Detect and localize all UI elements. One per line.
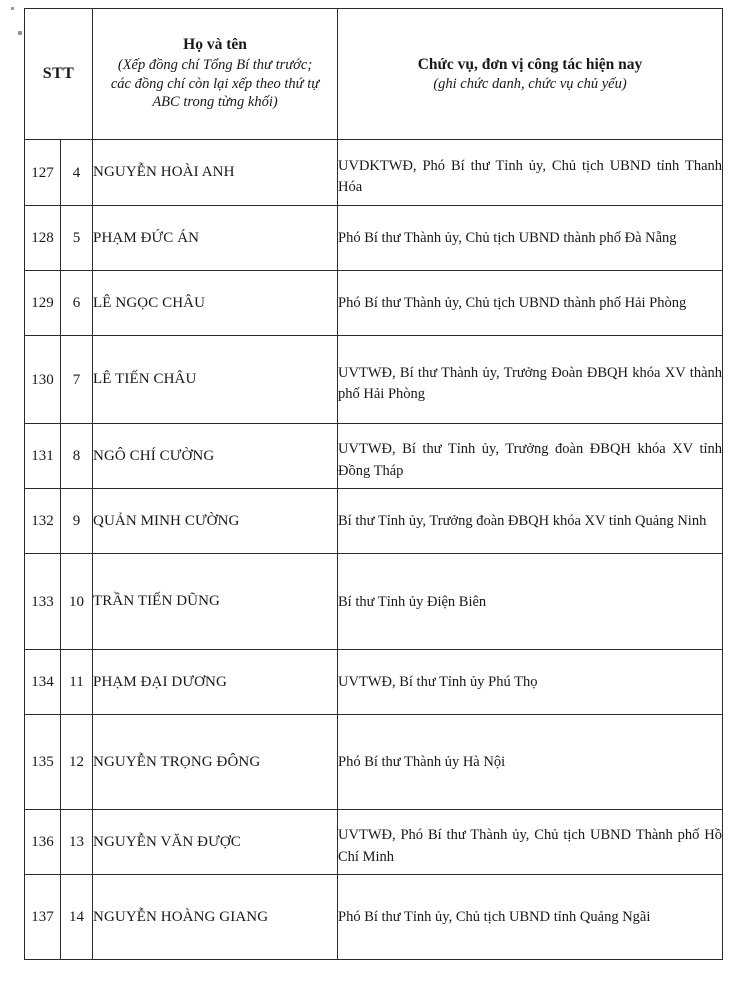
cell-stt: 131 <box>25 424 61 489</box>
cell-full-name: NGUYỄN TRỌNG ĐÔNG <box>93 715 338 810</box>
table-row <box>25 336 723 424</box>
cell-sub-index: 13 <box>61 810 93 875</box>
column-header-name-note-line3: ABC trong từng khối) <box>152 94 278 111</box>
table-row <box>25 489 723 554</box>
column-header-stt: STT <box>25 9 93 140</box>
cell-sub-index: 5 <box>61 206 93 271</box>
cell-sub-index: 12 <box>61 715 93 810</box>
cell-sub-index: 7 <box>61 336 93 424</box>
cell-full-name: LÊ NGỌC CHÂU <box>93 271 338 336</box>
cell-sub-index: 14 <box>61 875 93 960</box>
table-row <box>25 715 723 810</box>
cell-sub-index: 4 <box>61 140 93 206</box>
cell-position: Phó Bí thư Thành ủy Hà Nội <box>338 715 723 810</box>
cell-full-name: NGÔ CHÍ CƯỜNG <box>93 424 338 489</box>
cell-sub-index: 9 <box>61 489 93 554</box>
column-header-name-title: Họ và tên <box>183 35 247 53</box>
cell-stt: 134 <box>25 650 61 715</box>
personnel-roster-table <box>24 8 723 960</box>
cell-stt: 132 <box>25 489 61 554</box>
column-header-role-note: (ghi chức danh, chức vụ chủ yếu) <box>433 75 627 92</box>
cell-full-name: TRẦN TIẾN DŨNG <box>93 554 338 650</box>
cell-full-name: PHẠM ĐỨC ÁN <box>93 206 338 271</box>
cell-position: UVDKTWĐ, Phó Bí thư Tỉnh ủy, Chủ tịch UBND tỉnh Thanh Hóa <box>338 140 723 206</box>
column-header-name-note-line1: (Xếp đồng chí Tổng Bí thư trước; <box>117 56 313 73</box>
cell-position: Phó Bí thư Tỉnh ủy, Chủ tịch UBND tỉnh Quảng Ngãi <box>338 875 723 960</box>
cell-position: UVTWĐ, Bí thư Tỉnh ủy, Trưởng đoàn ĐBQH khóa XV tỉnh Đồng Tháp <box>338 424 723 489</box>
column-header-name <box>93 9 338 140</box>
cell-sub-index: 8 <box>61 424 93 489</box>
table-row <box>25 271 723 336</box>
scan-artifact-dot <box>18 31 22 35</box>
cell-position: Bí thư Tỉnh ủy Điện Biên <box>338 554 723 650</box>
scan-artifact-dot <box>11 7 14 10</box>
cell-stt: 130 <box>25 336 61 424</box>
cell-position: Phó Bí thư Thành ủy, Chủ tịch UBND thành phố Hải Phòng <box>338 271 723 336</box>
cell-full-name: NGUYỄN VĂN ĐƯỢC <box>93 810 338 875</box>
cell-stt: 137 <box>25 875 61 960</box>
cell-position: UVTWĐ, Bí thư Tỉnh ủy Phú Thọ <box>338 650 723 715</box>
table-row <box>25 206 723 271</box>
cell-position: Phó Bí thư Thành ủy, Chủ tịch UBND thành phố Đà Nẵng <box>338 206 723 271</box>
column-header-name-note-line2: các đồng chí còn lại xếp theo thứ tự <box>110 75 320 92</box>
cell-sub-index: 6 <box>61 271 93 336</box>
column-header-role <box>338 9 723 140</box>
cell-stt: 127 <box>25 140 61 206</box>
cell-full-name: NGUYỄN HOÀNG GIANG <box>93 875 338 960</box>
cell-stt: 128 <box>25 206 61 271</box>
cell-full-name: QUẢN MINH CƯỜNG <box>93 489 338 554</box>
table-row <box>25 424 723 489</box>
table-row <box>25 650 723 715</box>
table-row <box>25 810 723 875</box>
cell-full-name: PHẠM ĐẠI DƯƠNG <box>93 650 338 715</box>
cell-position: UVTWĐ, Phó Bí thư Thành ủy, Chủ tịch UBND Thành phố Hồ Chí Minh <box>338 810 723 875</box>
table-body <box>25 140 723 960</box>
cell-sub-index: 10 <box>61 554 93 650</box>
cell-stt: 129 <box>25 271 61 336</box>
cell-stt: 136 <box>25 810 61 875</box>
cell-full-name: LÊ TIẾN CHÂU <box>93 336 338 424</box>
table-header <box>25 9 723 140</box>
cell-stt: 133 <box>25 554 61 650</box>
table-row <box>25 554 723 650</box>
cell-position: Bí thư Tỉnh ủy, Trưởng đoàn ĐBQH khóa XV tỉnh Quảng Ninh <box>338 489 723 554</box>
cell-position: UVTWĐ, Bí thư Thành ủy, Trưởng Đoàn ĐBQH khóa XV thành phố Hải Phòng <box>338 336 723 424</box>
cell-sub-index: 11 <box>61 650 93 715</box>
table-row <box>25 140 723 206</box>
column-header-role-title: Chức vụ, đơn vị công tác hiện nay <box>417 55 643 73</box>
header-row <box>25 9 723 140</box>
document-page <box>24 8 722 968</box>
table-row <box>25 875 723 960</box>
cell-stt: 135 <box>25 715 61 810</box>
cell-full-name: NGUYỄN HOÀI ANH <box>93 140 338 206</box>
